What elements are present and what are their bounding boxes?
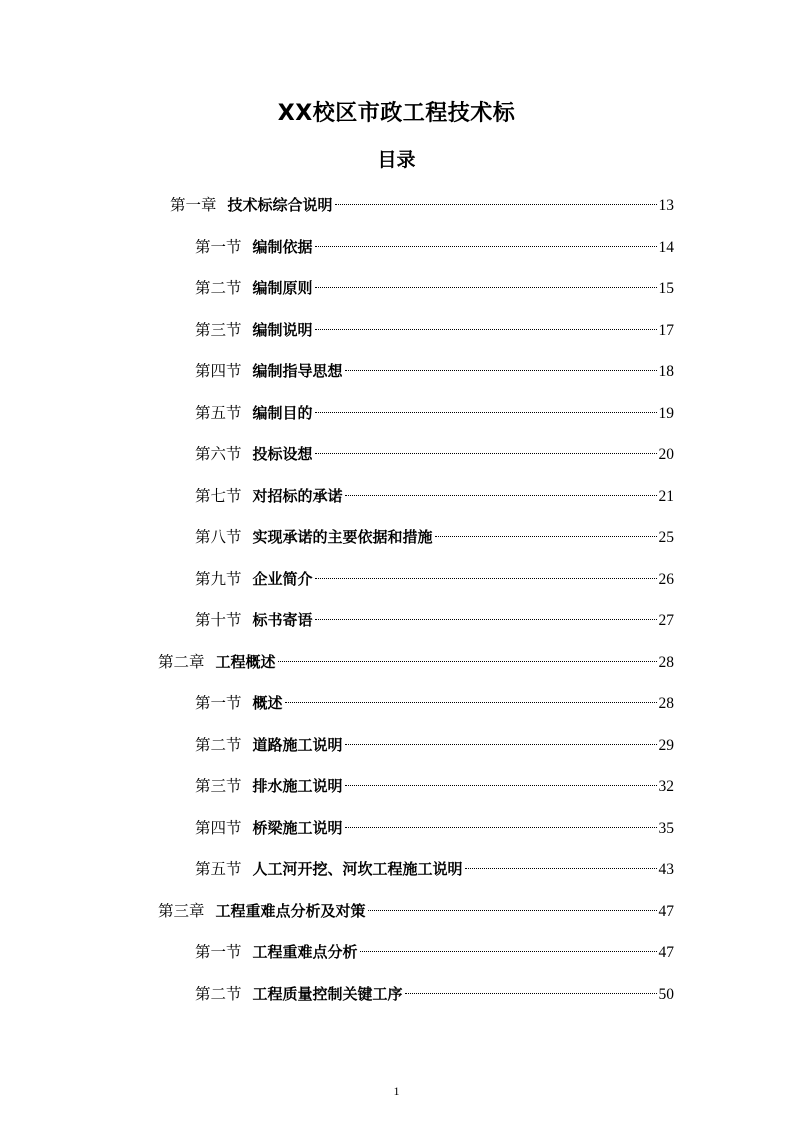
toc-dot-leader (315, 228, 657, 252)
toc-entry-page-number: 21 (658, 487, 674, 505)
toc-entry-title: 标书寄语 (252, 611, 313, 629)
toc-entry-page-number: 35 (658, 819, 674, 837)
toc-entry-page-number: 19 (658, 404, 674, 422)
toc-dot-leader (285, 684, 657, 708)
toc-entry-number: 第七节 (195, 486, 242, 505)
toc-dot-leader (315, 394, 657, 418)
toc-dot-leader (345, 809, 657, 833)
document-title: XX校区市政工程技术标 (277, 101, 516, 126)
toc-section-entry[interactable] (195, 850, 674, 878)
toc-dot-leader (345, 767, 657, 791)
toc-entry-title: 编制依据 (252, 237, 313, 256)
toc-section-entry[interactable] (195, 809, 674, 837)
toc-entry-number: 第五节 (195, 860, 242, 878)
toc-dot-leader (465, 850, 657, 874)
toc-entry-title: 对招标的承诺 (252, 486, 343, 505)
toc-section-entry[interactable] (195, 435, 674, 463)
toc-entry-number: 第四节 (195, 818, 242, 837)
toc-dot-leader (368, 892, 657, 916)
toc-entry-number: 第一节 (195, 694, 242, 712)
toc-section-entry[interactable] (195, 477, 674, 505)
toc-entry-number: 第一节 (195, 943, 242, 961)
toc-entry-number: 第一章 (170, 196, 217, 214)
toc-entry-title: 桥梁施工说明 (252, 818, 343, 837)
toc-entry-page-number: 29 (658, 736, 674, 754)
toc-entry-page-number: 28 (658, 695, 674, 712)
toc-section-entry[interactable] (195, 352, 674, 380)
toc-entry-page-number: 25 (658, 529, 674, 546)
toc-entry-number: 第六节 (195, 445, 242, 463)
toc-entry-number: 第二节 (195, 279, 242, 297)
toc-entry-page-number: 32 (658, 778, 674, 795)
toc-entry-number: 第三章 (158, 901, 205, 920)
toc-entry-number: 第二节 (195, 735, 242, 754)
toc-entry-number: 第四节 (195, 362, 242, 380)
toc-section-entry[interactable] (195, 269, 674, 297)
toc-entry-title: 编制原则 (252, 279, 313, 297)
toc-entry-number: 第二章 (158, 652, 205, 671)
toc-entry-title: 人工河开挖、河坎工程施工说明 (252, 860, 463, 878)
toc-dot-leader (315, 435, 657, 459)
toc-section-entry[interactable] (195, 311, 674, 339)
toc-chapter-entry[interactable] (158, 892, 674, 920)
toc-dot-leader (435, 518, 657, 542)
toc-entry-title: 投标设想 (252, 445, 313, 463)
toc-entry-number: 第三节 (195, 320, 242, 339)
toc-dot-leader (315, 311, 657, 335)
toc-section-entry[interactable] (195, 726, 674, 754)
toc-entry-page-number: 26 (658, 570, 674, 588)
toc-entry-number: 第九节 (195, 569, 242, 588)
toc-dot-leader (315, 269, 657, 293)
toc-entry-page-number: 15 (658, 280, 674, 297)
toc-entry-page-number: 50 (658, 985, 674, 1003)
toc-dot-leader (278, 643, 657, 667)
toc-dot-leader (315, 601, 657, 625)
toc-section-entry[interactable] (195, 560, 674, 588)
toc-entry-title: 工程重难点分析及对策 (215, 901, 366, 920)
toc-entry-title: 工程质量控制关键工序 (252, 984, 403, 1003)
toc-entry-title: 排水施工说明 (252, 777, 343, 795)
toc-entry-number: 第五节 (195, 403, 242, 422)
toc-entry-title: 编制指导思想 (252, 362, 343, 380)
toc-dot-leader (335, 186, 657, 210)
toc-section-entry[interactable] (195, 767, 674, 795)
toc-heading: 目录 (377, 149, 416, 171)
toc-chapter-entry[interactable] (158, 643, 674, 671)
toc-entry-page-number: 27 (658, 612, 674, 629)
toc-entry-page-number: 18 (658, 363, 674, 380)
toc-entry-number: 第十节 (195, 611, 242, 629)
toc-dot-leader (345, 477, 657, 501)
toc-entry-page-number: 28 (658, 653, 674, 671)
toc-section-entry[interactable] (195, 933, 674, 961)
toc-entry-title: 技术标综合说明 (227, 196, 333, 214)
toc-entry-page-number: 47 (658, 944, 674, 961)
toc-entry-title: 企业简介 (252, 569, 313, 588)
toc-dot-leader (405, 975, 657, 999)
toc-section-entry[interactable] (195, 394, 674, 422)
toc-chapter-entry[interactable] (170, 186, 674, 214)
toc-entry-page-number: 13 (658, 197, 674, 214)
toc-entry-title: 编制目的 (252, 403, 313, 422)
toc-entry-title: 道路施工说明 (252, 735, 343, 754)
toc-entry-title: 概述 (252, 694, 283, 712)
toc-entry-title: 编制说明 (252, 320, 313, 339)
toc-section-entry[interactable] (195, 684, 674, 712)
toc-entry-number: 第三节 (195, 777, 242, 795)
toc-dot-leader (345, 726, 657, 750)
toc-entry-page-number: 47 (658, 902, 674, 920)
toc-dot-leader (345, 352, 657, 376)
toc-section-entry[interactable] (195, 518, 674, 546)
toc-entry-number: 第二节 (195, 984, 242, 1003)
page-number: 1 (393, 1084, 400, 1098)
toc-entry-number: 第八节 (195, 528, 242, 546)
toc-section-entry[interactable] (195, 601, 674, 629)
toc-entry-title: 工程概述 (215, 652, 276, 671)
toc-dot-leader (315, 560, 657, 584)
toc-dot-leader (360, 933, 657, 957)
toc-entry-title: 工程重难点分析 (252, 943, 358, 961)
toc-section-entry[interactable] (195, 975, 674, 1003)
toc-entry-title: 实现承诺的主要依据和措施 (252, 528, 433, 546)
toc-entry-page-number: 17 (658, 321, 674, 339)
toc-entry-number: 第一节 (195, 237, 242, 256)
toc-entry-page-number: 43 (658, 861, 674, 878)
toc-entry-page-number: 20 (658, 446, 674, 463)
toc-entry-page-number: 14 (658, 238, 674, 256)
toc-section-entry[interactable] (195, 228, 674, 256)
